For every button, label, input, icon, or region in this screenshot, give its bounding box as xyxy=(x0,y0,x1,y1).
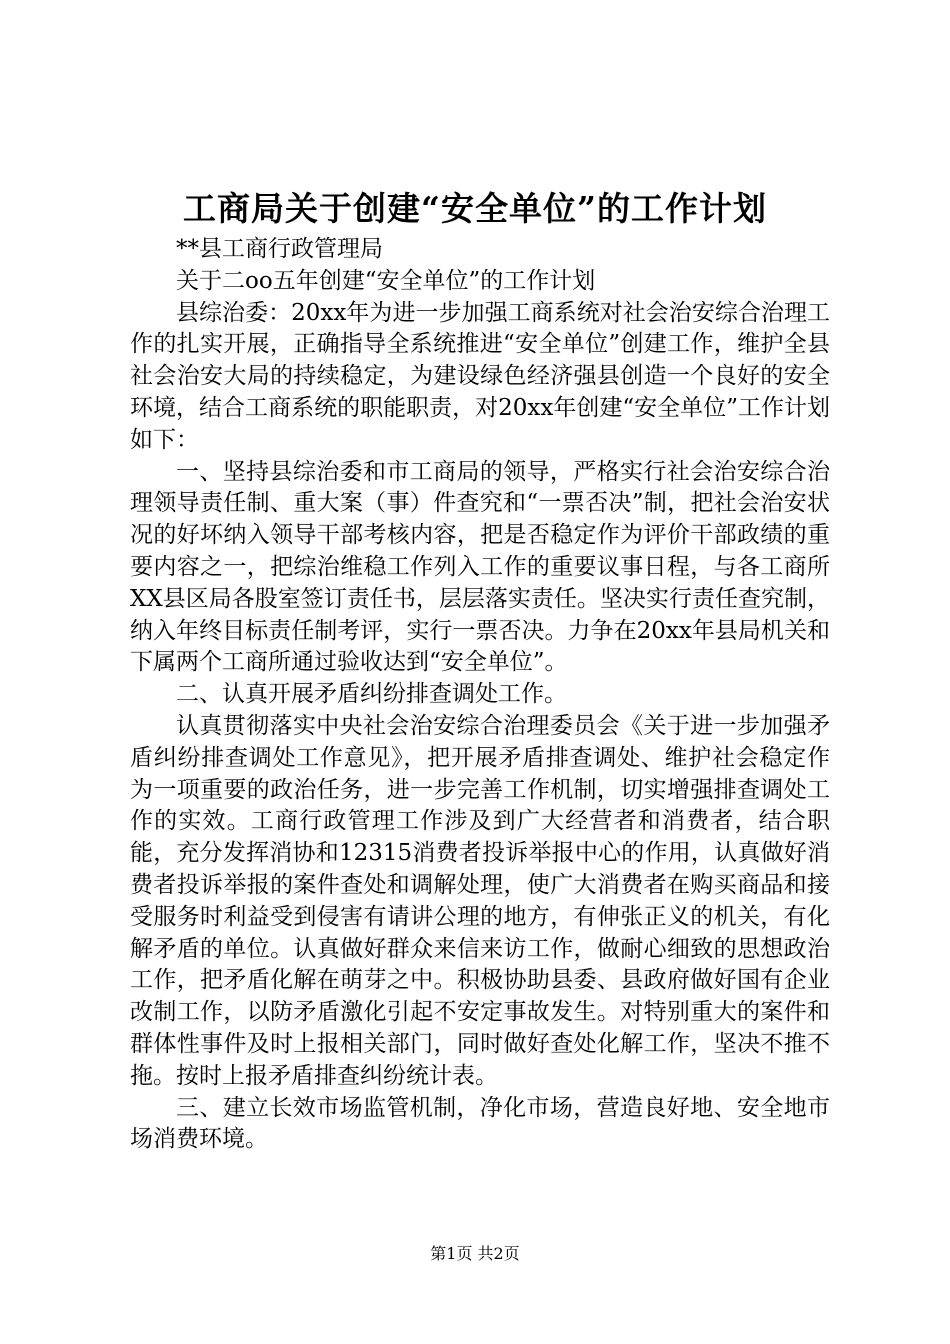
document-body xyxy=(130,234,830,1156)
section-2-heading: 二、认真开展矛盾纠纷排查调处工作。 xyxy=(176,681,567,708)
paragraph-section-2: 认真贯彻落实中央社会治安综合治理委员会《关于进一步加强矛盾纠纷排查调处工作意见》，把开展矛盾排查调处、维护社会稳定作为一项重要的政治任务，进一步完善工作机制，切实增强排查调处工作的实效。工商行政管理工作涉及到广大经营者和消费者，结合职能，充分发挥消协和12315消费者投诉举报中心的作用，认真做好消费者投诉举报的案件查处和调解处理，使广大消费者在购买商品和接受服务时利益受到侵害有请讲公理的地方，有伸张正义的机关，有化解矛盾的单位。认真做好群众来信来访工作，做耐心细致的思想政治工作，把矛盾化解在萌芽之中。积极协助县委、县政府做好国有企业改制工作，以防矛盾激化引起不安定事故发生。对特别重大的案件和群体性事件及时上报相关部门，同时做好查处化解工作，坚决不推不拖。按时上报矛盾排查纠纷统计表。 xyxy=(130,712,830,1089)
subtitle-line: 关于二oo五年创建“安全单位”的工作计划 xyxy=(176,267,596,294)
section-3-heading: 三、建立长效市场监管机制，净化市场，营造良好地、安全地市场消费环境。 xyxy=(130,1094,830,1153)
issuer-line: **县工商行政管理局 xyxy=(176,236,383,262)
page-footer: 第1页 共2页 xyxy=(430,1244,520,1263)
paragraph-section-1: 一、坚持县综治委和市工商局的领导，严格实行社会治安综合治理领导责任制、重大案（事）件查究和“一票否决”制，把社会治安状况的好坏纳入领导干部考核内容，把是否稳定作为评价干部政绩的重要内容之一，把综治维稳工作列入工作的重要议事日程，与各工商所XX县区局各股室签订责任书，层层落实责任。坚决实行责任查究制，纳入年终目标责任制考评，实行一票否决。力争在20xx年县局机关和下属两个工商所通过验收达到“安全单位”。 xyxy=(130,458,830,676)
document-title: 工商局关于创建“安全单位”的工作计划 xyxy=(183,189,767,228)
paragraph-intro: 县综治委：20xx年为进一步加强工商系统对社会治安综合治理工作的扎实开展，正确指导全系统推进“安全单位”创建工作，维护全县社会治安大局的持续稳定，为建设绿色经济强县创造一个良好的安全环境，结合工商系统的职能职责，对20xx年创建“安全单位”工作计划如下： xyxy=(130,299,830,453)
